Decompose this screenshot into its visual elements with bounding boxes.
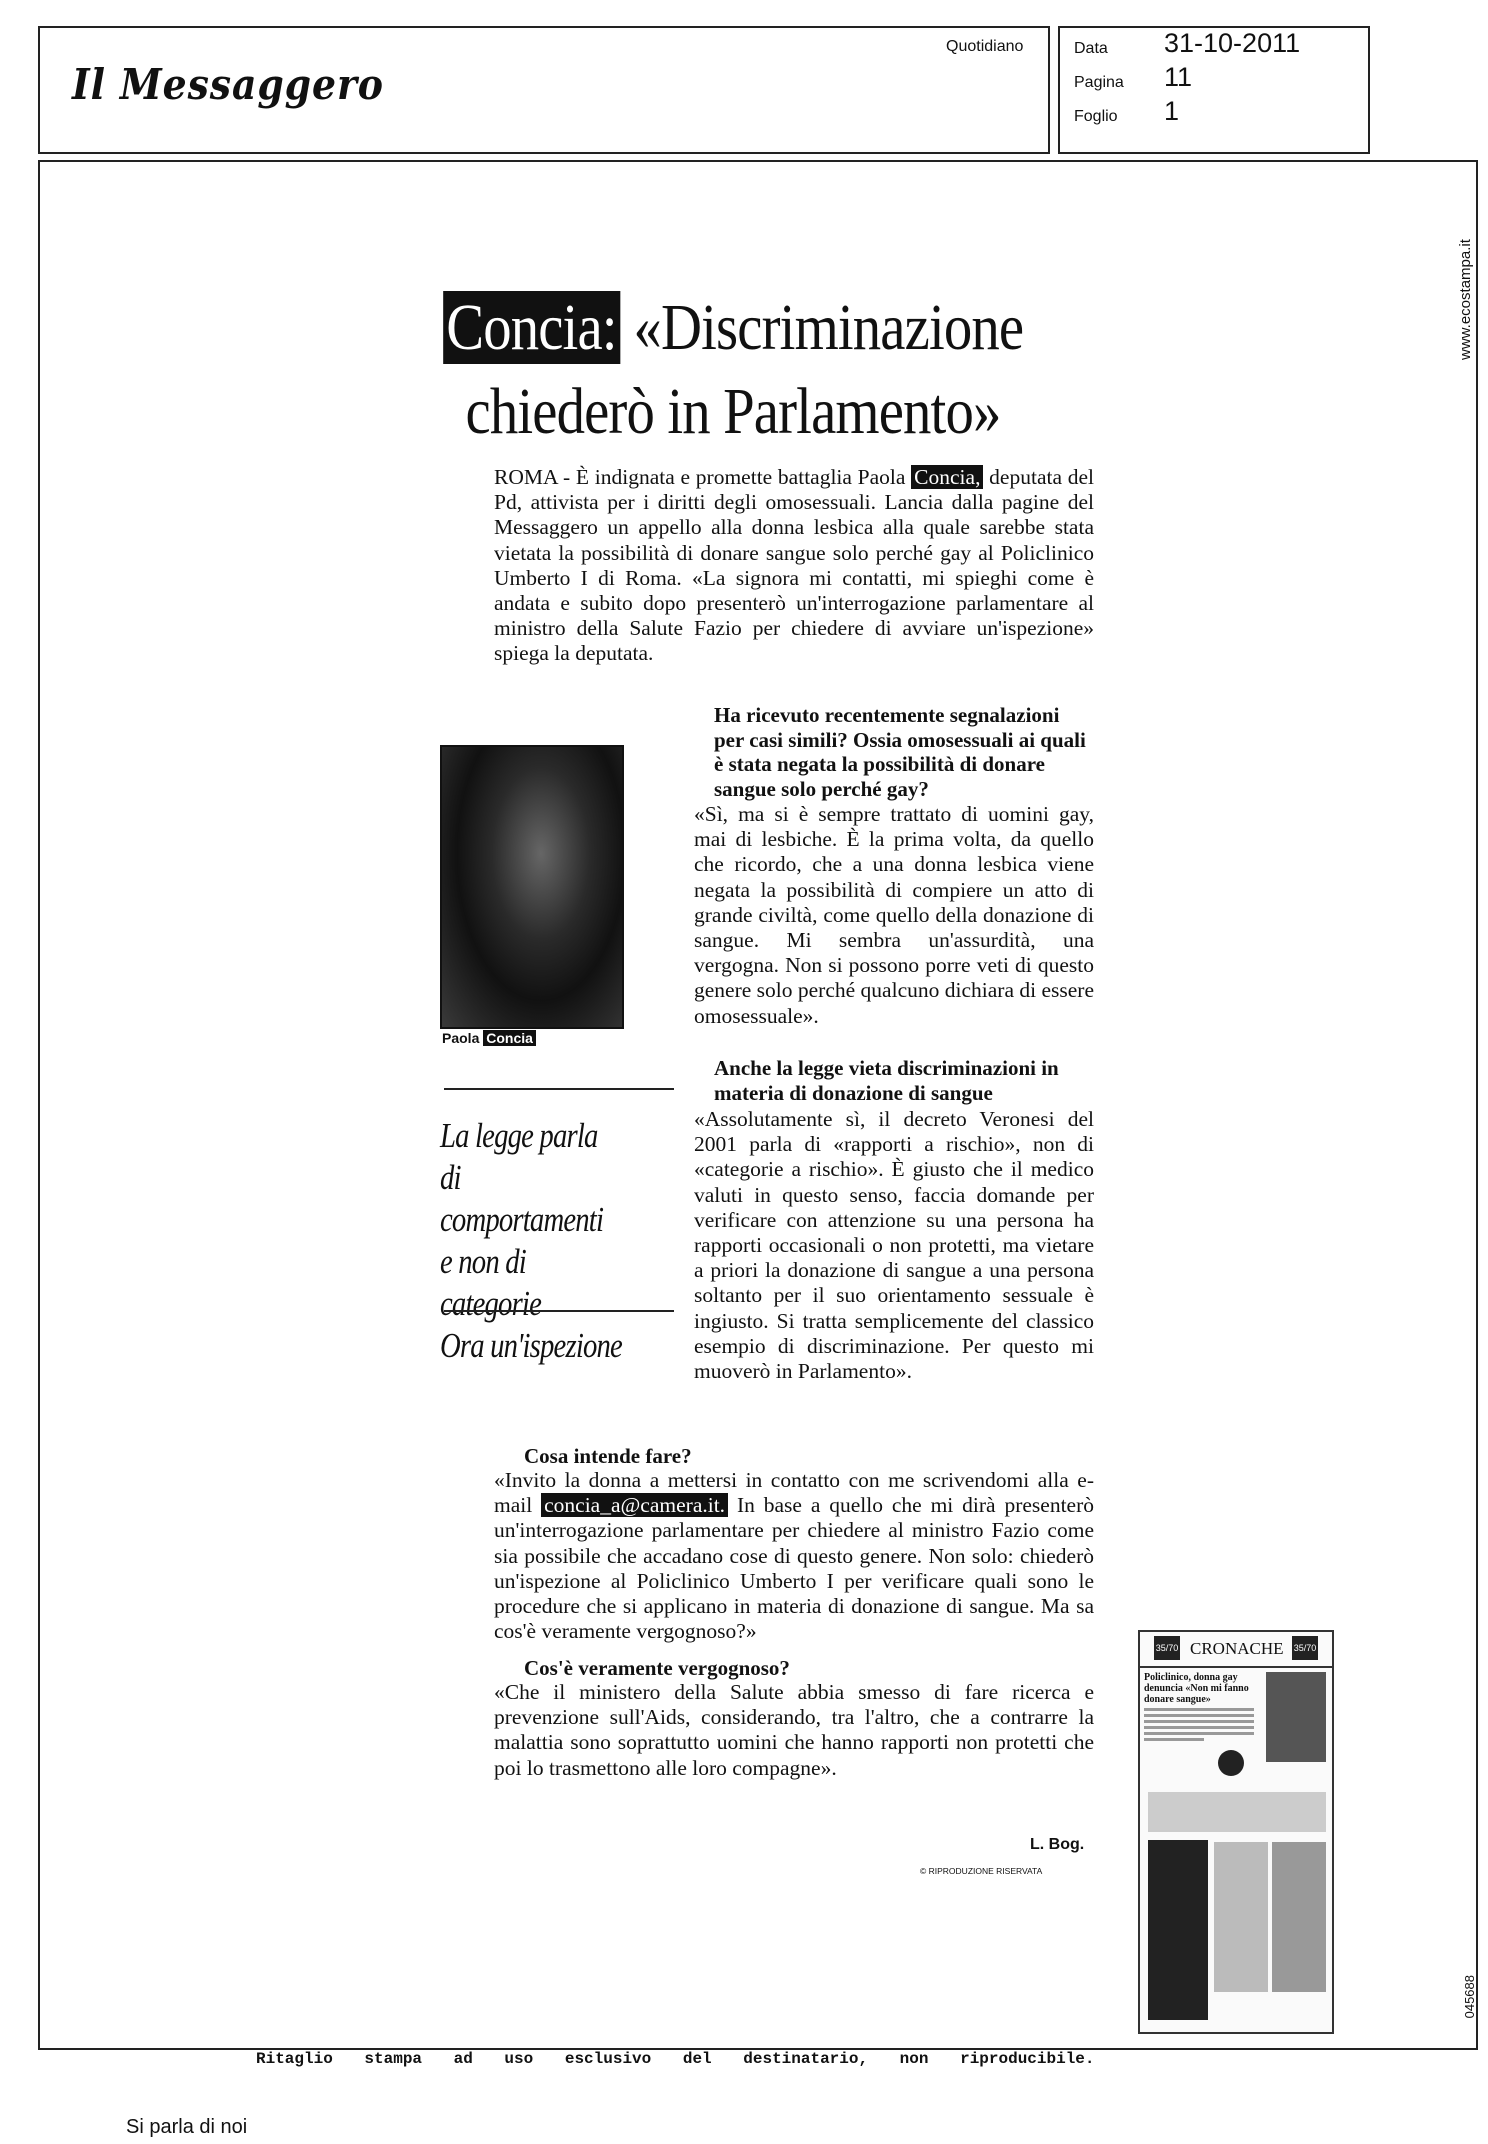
question-3: Cosa intende fare? <box>524 1444 692 1468</box>
answer-1: «Sì, ma si è sempre trattato di uomini gay, mai di lesbiche. È la prima volta, da quello che ricordo, che a una donna lesbica viene negata la possibilità di compiere un atto di grande civiltà, come quello della donazione di sangue. Mi sembra un'assurdità, una vergogna. Non si possono porre veti di questo genere solo perché qualcuno dichiara di essere omosessuale». <box>694 802 1094 1028</box>
side-code: 045688 <box>1462 1975 1477 2019</box>
thumbnail-text-block <box>1214 1842 1268 1992</box>
pullquote-line: e non di categorie <box>440 1242 542 1323</box>
headline-part1: «Discriminazione <box>620 291 1024 364</box>
lead-text-end: deputata del Pd, attivista per i diritti degli omosessuali. Lancia dalla pagine del Messaggero un appello alla donna lesbica alla quale sarebbe stata vietata la possibilità di donare sangue solo perché gay al Policlinico Umberto I di Roma. «La signora mi contatti, mi spieghi come è andata e subito dopo presenterò un'interrogazione parlamentare al ministro della Salute Fazio per chiedere di avviare un'ispezione» spiega la deputata. <box>494 465 1094 666</box>
pullquote-line: Ora un'ispezione <box>440 1326 622 1365</box>
photo-caption-name: Paola <box>442 1030 480 1046</box>
page-thumbnail <box>1138 1630 1334 2034</box>
thumbnail-text-block <box>1148 1792 1326 1832</box>
answer-3-start: «Invito la donna a mettersi in contatto con me scrivendomi alla e-mail <box>494 1468 1094 1518</box>
thumbnail-dark-block <box>1148 1840 1208 2020</box>
photo-caption <box>442 1030 536 1046</box>
answer-3 <box>494 1468 1094 1644</box>
portrait-photo <box>440 745 624 1029</box>
thumbnail-headline: Policlinico, donna gay denuncia «Non mi fanno donare sangue» <box>1144 1672 1249 1705</box>
lead-keyword: Concia, <box>911 465 983 489</box>
headline-part2: chiederò in Parlamento» <box>465 375 1001 448</box>
question-2: Anche la legge vieta discriminazioni in materia di donazione di sangue <box>714 1056 1059 1105</box>
headline-keyword: Concia: <box>443 291 620 364</box>
lead-paragraph <box>494 465 1094 667</box>
answer-4: «Che il ministero della Salute abbia smesso di fare ricerca e prevenzione sull'Aids, considerando, tra l'altro, che a contrarre la malattia sono soprattutto uomini che hanno rapporti non protetti che poi lo trasmettono alle loro compagne». <box>494 1680 1094 1780</box>
disclaimer: Ritaglio stampa ad uso esclusivo del destinatario, non riproducibile. <box>256 2050 1095 2068</box>
newspaper-logo: Il Messaggero <box>72 60 384 109</box>
thumbnail-circle <box>1218 1750 1244 1776</box>
headline <box>432 286 1034 454</box>
author-signature: L. Bog. <box>1030 1836 1085 1853</box>
type-label: Quotidiano <box>946 38 1024 55</box>
thumbnail-image <box>1266 1672 1326 1762</box>
pullquote <box>440 1115 629 1367</box>
thumbnail-header <box>1140 1632 1332 1668</box>
pullquote-rule-bottom <box>444 1310 674 1312</box>
thumbnail-section: CRONACHE <box>1190 1639 1284 1658</box>
answer-3-end: In base a quello che mi dirà presenterò un'interrogazione parlamentare per chiedere al ministro Fazio come sia possibile che accadano cose di questo genere. Non solo: chiederò un'ispezione al Policlinico Umberto I per verificare quali sono le procedure che si applicano in materia di donazione di sangue. Ma sa cos'è veramente vergognoso?» <box>494 1493 1095 1644</box>
thumbnail-badge-left: 35/70 <box>1154 1636 1180 1660</box>
thumbnail-badge-right: 35/70 <box>1292 1636 1318 1660</box>
meta-value-page: 11 <box>1164 62 1193 92</box>
meta-label-page: Pagina <box>1074 74 1124 91</box>
photo-caption-keyword: Concia <box>483 1030 536 1046</box>
meta-label-date: Data <box>1074 40 1108 57</box>
side-url: www.ecostampa.it <box>1457 239 1474 360</box>
answer-2: «Assolutamente sì, il decreto Veronesi del 2001 parla di «rapporti a rischio», non di «categorie a rischio». È giusto che il medico valuti in questo senso, faccia domande per verificare con attenzione su una persona ha rapporti occasionali o non protetti, ma vietare a priori la donazione di sangue a una persona soltanto per il suo orientamento sessuale è ingiusto. Si tratta semplicemente del classico esempio di discriminazione. Per questo mi muoverò in Parlamento». <box>694 1107 1094 1384</box>
question-4: Cos'è veramente vergognoso? <box>524 1656 790 1680</box>
pullquote-line: di comportamenti <box>440 1158 604 1239</box>
meta-label-sheet: Foglio <box>1074 108 1118 125</box>
thumbnail-text-block <box>1272 1842 1326 1992</box>
lead-text-start: ROMA - È indignata e promette battaglia Paola <box>494 465 912 489</box>
question-1: Ha ricevuto recentemente segnalazioni per casi simili? Ossia omosessuali ai quali è stata negata la possibilità di donare sangue solo perché gay? <box>714 703 1086 801</box>
meta-value-sheet: 1 <box>1164 96 1180 126</box>
meta-value-date: 31-10-2011 <box>1164 28 1301 58</box>
footnote: Si parla di noi <box>126 2116 248 2138</box>
pullquote-line: La legge parla <box>440 1116 598 1155</box>
email-address: concia_a@camera.it. <box>541 1493 728 1517</box>
rights-notice: © RIPRODUZIONE RISERVATA <box>920 1866 1043 1876</box>
pullquote-rule-top <box>444 1088 674 1090</box>
